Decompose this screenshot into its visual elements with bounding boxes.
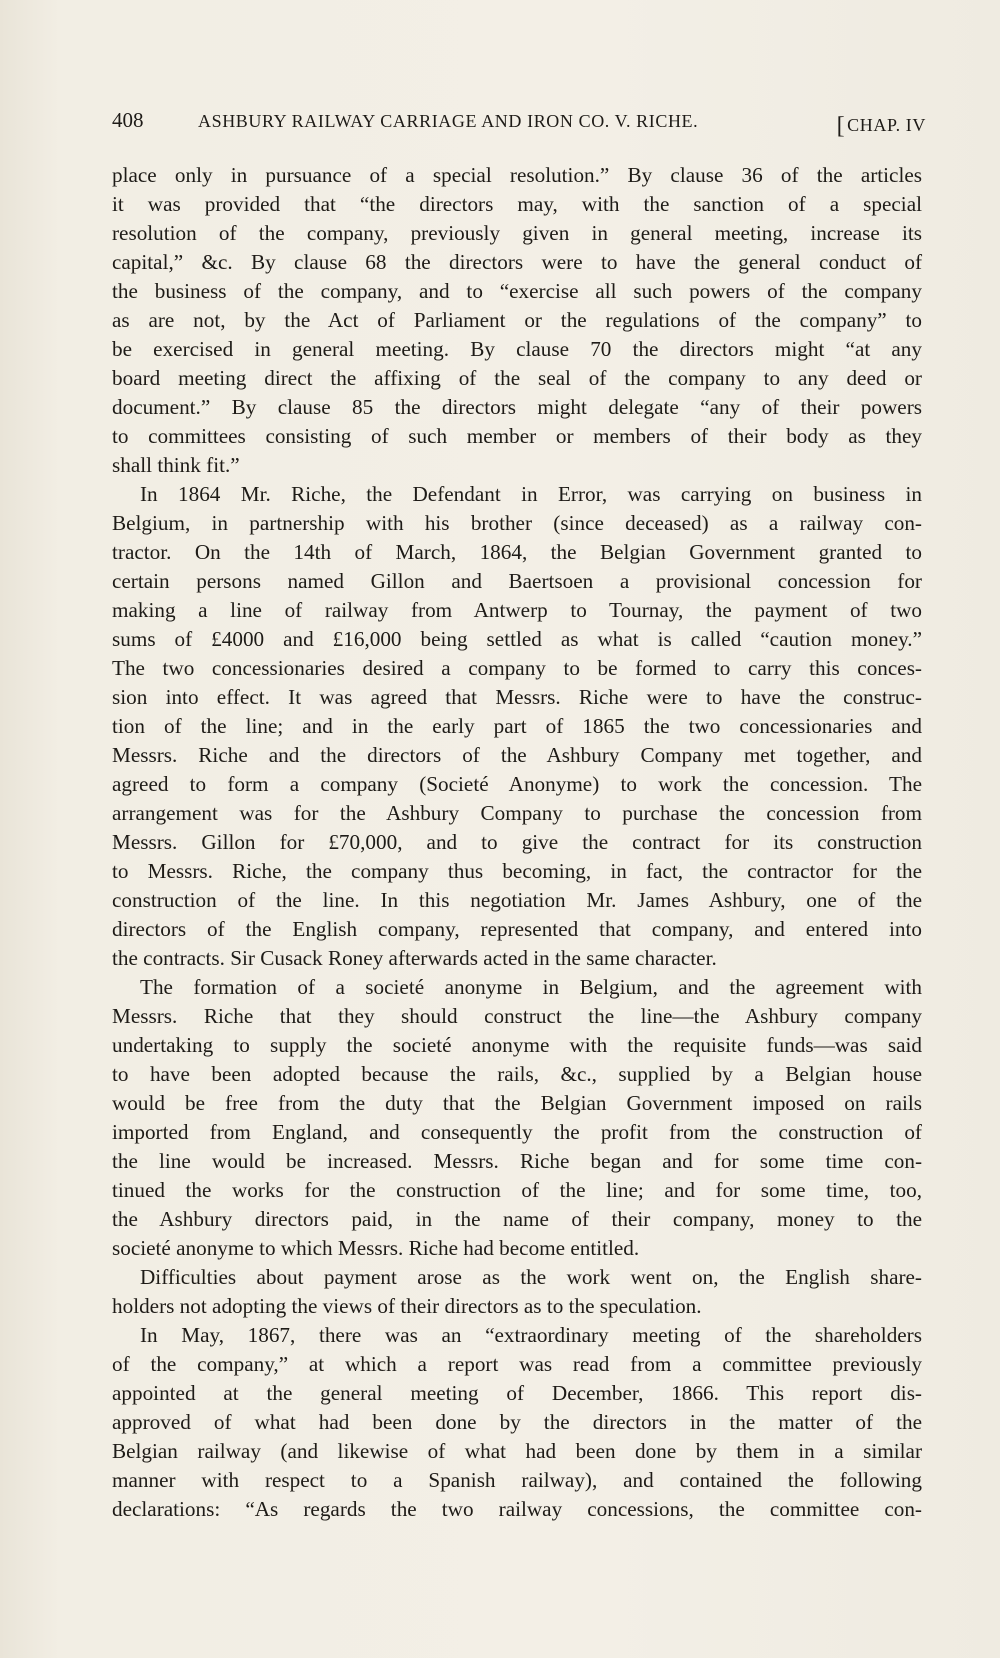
text-line: Messrs. Gillon for £70,000, and to give the contract for its construction [112,830,922,854]
text-line: societé anonyme to which Messrs. Riche had become entitled. [112,1236,640,1260]
text-line: approved of what had been done by the directors in the matter of the [112,1410,922,1434]
text-line: agreed to form a company (Societé Anonyme) to work the concession. The [112,772,922,796]
text-line: the Ashbury directors paid, in the name of their company, money to the [112,1207,922,1231]
page-number: 408 [112,108,144,132]
text-line: the contracts. Sir Cusack Roney afterwards acted in the same character. [112,946,717,970]
text-line: holders not adopting the views of their directors as to the speculation. [112,1294,702,1318]
text-line: to committees consisting of such member or members of their body as they [112,424,922,448]
text-line: shall think fit.” [112,453,240,477]
text-line: resolution of the company, previously given in general meeting, increase its [112,221,922,245]
text-line: tractor. On the 14th of March, 1864, the Belgian Government granted to [112,540,922,564]
text-line: capital,” &c. By clause 68 the directors were to have the general conduct of [112,250,922,274]
text-line: the business of the company, and to “exercise all such powers of the company [112,279,922,303]
text-line: making a line of railway from Antwerp to Tournay, the payment of two [112,598,922,622]
text-line: Messrs. Riche and the directors of the Ashbury Company met together, and [112,743,922,767]
text-line: to have been adopted because the rails, &c., supplied by a Belgian house [112,1062,922,1086]
text-line: In 1864 Mr. Riche, the Defendant in Error, was carrying on business in [140,482,922,506]
text-line: Messrs. Riche that they should construct the line—the Ashbury company [112,1004,922,1028]
text-line: the line would be increased. Messrs. Riche began and for some time con- [112,1149,922,1173]
text-line: certain persons named Gillon and Baertsoen a provisional concession for [112,569,922,593]
text-line: it was provided that “the directors may, with the sanction of a special [112,192,922,216]
text-line: of the company,” at which a report was read from a committee previously [112,1352,922,1376]
text-line: tion of the line; and in the early part of 1865 the two concessionaries and [112,714,922,738]
text-line: appointed at the general meeting of December, 1866. This report dis- [112,1381,922,1405]
text-line: tinued the works for the construction of the line; and for some time, too, [112,1178,922,1202]
running-header [112,108,926,138]
text-line: place only in pursuance of a special resolution.” By clause 36 of the articles [112,163,922,187]
chapter-label: [ CHAP. IV [837,111,926,138]
text-line: Belgium, in partnership with his brother (since deceased) as a railway con- [112,511,922,535]
text-line: to Messrs. Riche, the company thus becoming, in fact, the contractor for the [112,859,922,883]
text-line: Difficulties about payment arose as the work went on, the English share- [140,1265,922,1289]
text-line: would be free from the duty that the Belgian Government imposed on rails [112,1091,922,1115]
text-line: be exercised in general meeting. By clause 70 the directors might “at any [112,337,922,361]
text-line: as are not, by the Act of Parliament or the regulations of the company” to [112,308,922,332]
text-line: imported from England, and consequently the profit from the construction of [112,1120,922,1144]
text-line: The formation of a societé anonyme in Belgium, and the agreement with [140,975,922,999]
text-line: The two concessionaries desired a company to be formed to carry this conces- [112,656,922,680]
text-line: directors of the English company, represented that company, and entered into [112,917,922,941]
text-line: undertaking to supply the societé anonyme with the requisite funds—was said [112,1033,922,1057]
text-line: sion into effect. It was agreed that Messrs. Riche were to have the construc- [112,685,922,709]
text-line: arrangement was for the Ashbury Company to purchase the concession from [112,801,922,825]
text-line: construction of the line. In this negotiation Mr. James Ashbury, one of the [112,888,922,912]
text-line: declarations: “As regards the two railway concessions, the committee con- [112,1497,922,1521]
running-title: ASHBURY RAILWAY CARRIAGE AND IRON CO. V. RICHE. [198,111,699,131]
text-line: In May, 1867, there was an “extraordinary meeting of the shareholders [140,1323,922,1347]
text-line: document.” By clause 85 the directors might delegate “any of their powers [112,395,922,419]
body-text [112,161,922,1524]
text-line: sums of £4000 and £16,000 being settled as what is called “caution money.” [112,627,922,651]
text-line: board meeting direct the affixing of the seal of the company to any deed or [112,366,922,390]
text-line: Belgian railway (and likewise of what had been done by them in a similar [112,1439,922,1463]
text-line: manner with respect to a Spanish railway), and contained the following [112,1468,922,1492]
